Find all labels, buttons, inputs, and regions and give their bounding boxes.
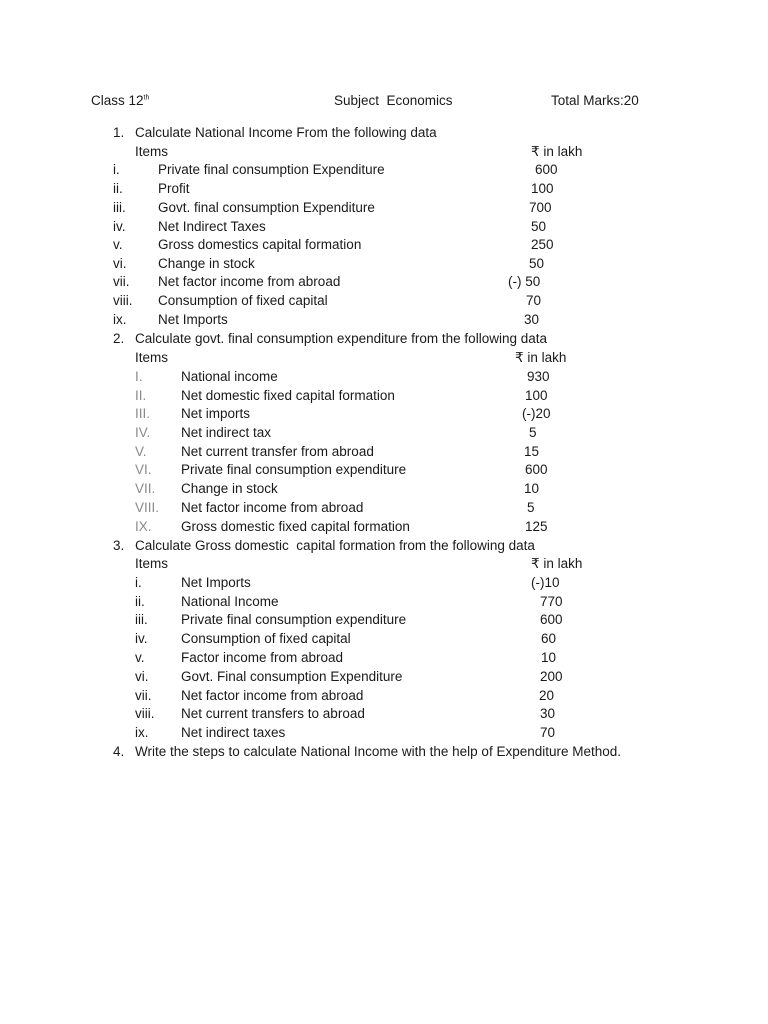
q1-row-roman: ix. (113, 312, 127, 327)
q1-items-header: Items (135, 144, 169, 159)
q2-row-roman: IV. (135, 425, 151, 440)
q3-row-value: 60 (541, 631, 557, 646)
q1-row-value: 50 (529, 256, 545, 271)
q4-number: 4. (113, 744, 125, 759)
q2-row-value: 5 (527, 500, 535, 515)
q1-row-label: Net Indirect Taxes (158, 219, 266, 234)
class-label-sup: th (143, 94, 150, 102)
q1-row-label: Net factor income from abroad (158, 274, 341, 289)
q2-row-value: 125 (525, 519, 548, 534)
q3-row-label: Consumption of fixed capital (181, 631, 351, 646)
q1-row-value: 600 (535, 162, 558, 177)
q3-row-label: Private final consumption expenditure (181, 612, 407, 627)
q3-row-roman: iv. (135, 631, 148, 646)
q2-row-roman: VII. (135, 481, 156, 496)
q2-number: 2. (113, 331, 125, 346)
q2-row-label: National income (181, 369, 278, 384)
q3-number: 3. (113, 538, 125, 553)
q2-row-roman: IX. (135, 519, 152, 534)
q2-row-roman: VI. (135, 462, 152, 477)
q3-row-value: 30 (540, 706, 556, 721)
q1-row-value: 70 (526, 293, 542, 308)
q2-row-value: 5 (529, 425, 537, 440)
q3-row-roman: i. (135, 575, 142, 590)
q2-title: Calculate govt. final consumption expenditure from the following data (135, 331, 547, 346)
q2-row-label: Net indirect tax (181, 425, 272, 440)
q3-unit-header: ₹ in lakh (531, 556, 583, 571)
q2-unit-header: ₹ in lakh (515, 350, 567, 365)
q2-row-roman: III. (135, 406, 151, 421)
q1-number: 1. (113, 125, 125, 140)
q1-row-label: Net Imports (158, 312, 228, 327)
q1-row-value: 700 (529, 200, 552, 215)
q1-row-roman: i. (113, 162, 120, 177)
q1-row-roman: iii. (113, 200, 126, 215)
q3-row-label: Factor income from abroad (181, 650, 344, 665)
q3-row-label: Net indirect taxes (181, 725, 286, 740)
q3-row-value: 10 (541, 650, 557, 665)
q3-row-label: National Income (181, 594, 279, 609)
q2-row-label: Gross domestic fixed capital formation (181, 519, 410, 534)
q3-row-value: 70 (540, 725, 556, 740)
class-label-text: Class 12 (91, 93, 144, 108)
q1-row-label: Private final consumption Expenditure (158, 162, 385, 177)
q3-row-roman: vi. (135, 669, 149, 684)
q2-row-roman: VIII. (135, 500, 160, 515)
q2-row-roman: V. (135, 444, 147, 459)
q2-row-value: 100 (525, 388, 548, 403)
subject-label: Subject Economics (334, 93, 453, 108)
q3-title: Calculate Gross domestic capital formation from the following data (135, 538, 535, 553)
q4-title: Write the steps to calculate National Income with the help of Expenditure Method. (135, 744, 622, 759)
q1-row-roman: ii. (113, 181, 123, 196)
q2-row-label: Change in stock (181, 481, 278, 496)
q3-row-value: 770 (540, 594, 563, 609)
q1-row-value: 100 (531, 181, 554, 196)
q2-items-header: Items (135, 350, 169, 365)
q1-row-roman: vii. (113, 274, 130, 289)
q2-row-roman: II. (135, 388, 147, 403)
q1-row-roman: iv. (113, 219, 126, 234)
class-label (91, 93, 149, 109)
q1-row-roman: v. (113, 237, 123, 252)
q3-row-label: Net Imports (181, 575, 251, 590)
q3-row-value: 200 (540, 669, 563, 684)
q2-row-value: (-)20 (522, 406, 551, 421)
q1-row-value: (-) 50 (508, 274, 541, 289)
q3-row-roman: ii. (135, 594, 145, 609)
q1-row-roman: viii. (113, 293, 133, 308)
q1-row-value: 50 (531, 219, 547, 234)
q3-row-roman: iii. (135, 612, 148, 627)
q2-row-label: Net domestic fixed capital formation (181, 388, 395, 403)
q2-row-label: Net imports (181, 406, 251, 421)
q1-title: Calculate National Income From the following data (135, 125, 437, 140)
q1-row-label: Consumption of fixed capital (158, 293, 328, 308)
q1-row-value: 250 (531, 237, 554, 252)
q1-row-value: 30 (524, 312, 540, 327)
q2-row-label: Private final consumption expenditure (181, 462, 407, 477)
q2-row-value: 10 (524, 481, 540, 496)
q3-items-header: Items (135, 556, 169, 571)
q1-unit-header: ₹ in lakh (531, 144, 583, 159)
q2-row-label: Net factor income from abroad (181, 500, 364, 515)
q3-row-label: Govt. Final consumption Expenditure (181, 669, 403, 684)
q3-row-roman: ix. (135, 725, 149, 740)
q3-row-roman: v. (135, 650, 145, 665)
q1-row-label: Govt. final consumption Expenditure (158, 200, 375, 215)
q1-row-roman: vi. (113, 256, 127, 271)
q2-row-roman: I. (135, 369, 143, 384)
q2-row-value: 15 (524, 444, 540, 459)
q3-row-label: Net current transfers to abroad (181, 706, 365, 721)
q3-row-roman: viii. (135, 706, 155, 721)
q3-row-value: 20 (539, 688, 555, 703)
q3-row-value: 600 (540, 612, 563, 627)
q3-row-roman: vii. (135, 688, 152, 703)
q3-row-value: (-)10 (531, 575, 560, 590)
q2-row-value: 930 (527, 369, 550, 384)
q2-row-label: Net current transfer from abroad (181, 444, 374, 459)
q2-row-value: 600 (525, 462, 548, 477)
q3-row-label: Net factor income from abroad (181, 688, 364, 703)
q1-row-label: Profit (158, 181, 190, 196)
q1-row-label: Change in stock (158, 256, 255, 271)
total-marks-label: Total Marks:20 (551, 93, 639, 108)
q1-row-label: Gross domestics capital formation (158, 237, 362, 252)
